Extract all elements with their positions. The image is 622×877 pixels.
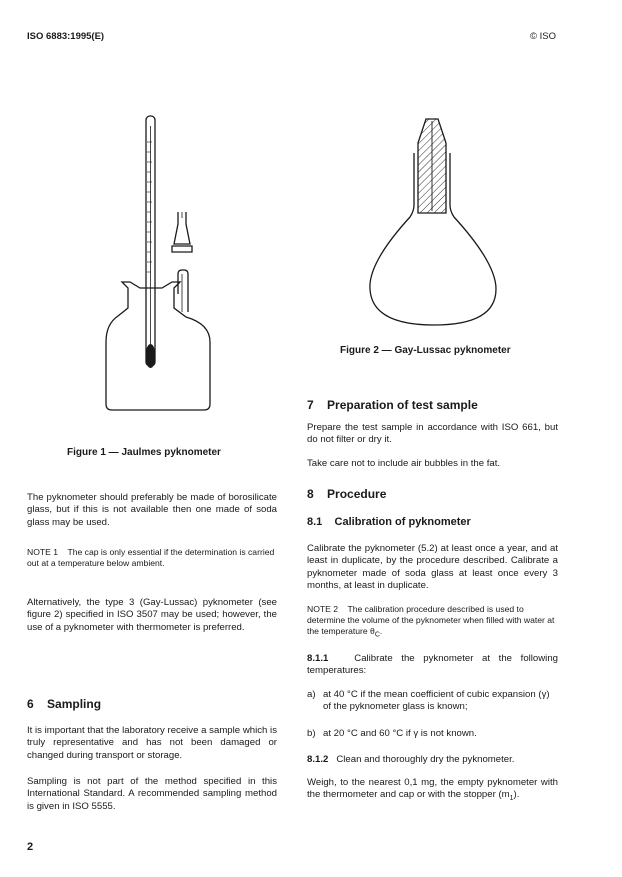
clause-8-1-1-number: 8.1.1 <box>307 653 329 664</box>
note-2 <box>307 604 558 641</box>
section-8-number: 8 <box>307 487 314 501</box>
left-paragraph-sampling-method: Sampling is not part of the method specified in this International Standard. A recommended sampling method is given in ISO 5555. <box>27 776 277 812</box>
subsection-8-1-heading <box>307 516 471 528</box>
list-item-b <box>307 728 558 740</box>
note-1-text: The cap is only essential if the determination is carried out at a temperature below ambient. <box>27 547 275 568</box>
section-8-title: Procedure <box>327 487 387 501</box>
section-6-heading <box>27 697 101 711</box>
note-2-text: The calibration procedure described is used to determine the volume of the pyknometer when filled with water at the temperature θ <box>307 604 555 636</box>
list-item-a-text: at 40 °C if the mean coefficient of cubic expansion (γ) of the pyknometer glass is known; <box>323 689 550 713</box>
left-paragraph-sample: It is important that the laboratory receive a sample which is truly representative and has not been damaged or changed during transport or storage. <box>27 725 277 761</box>
right-paragraph-weigh <box>307 777 558 806</box>
section-7-title: Preparation of test sample <box>327 398 478 412</box>
subsection-8-1-title: Calibration of pyknometer <box>334 516 471 528</box>
section-6-title: Sampling <box>47 697 102 711</box>
clause-8-1-2-text: Clean and thoroughly dry the pyknometer. <box>336 754 515 765</box>
weigh-text: Weigh, to the nearest 0,1 mg, the empty pyknometer with the thermometer and cap or with the stopper (m <box>307 777 558 801</box>
section-7-number: 7 <box>307 398 314 412</box>
page-number: 2 <box>27 841 34 853</box>
clause-8-1-1 <box>307 653 558 678</box>
clause-8-1-1-text: Calibrate the pyknometer at the following temperatures: <box>307 653 558 677</box>
list-item-b-text: at 20 °C and 60 °C if γ is not known. <box>323 728 477 739</box>
figure-2-gay-lussac-pyknometer-drawing <box>364 113 534 333</box>
note-2-subscript: C <box>374 631 380 639</box>
figure-2-caption: Figure 2 — Gay-Lussac pyknometer <box>340 345 511 356</box>
subsection-8-1-number: 8.1 <box>307 516 323 528</box>
figure-1-caption: Figure 1 — Jaulmes pyknometer <box>67 447 221 458</box>
section-8-heading <box>307 487 386 501</box>
list-item-a-label: a) <box>307 689 316 700</box>
weigh-subscript: 1 <box>509 795 514 803</box>
clause-8-1-2-number: 8.1.2 <box>307 754 329 765</box>
right-paragraph-bubbles: Take care not to include air bubbles in the fat. <box>307 458 501 469</box>
right-paragraph-prepare: Prepare the test sample in accordance with ISO 661, but do not filter or dry it. <box>307 422 558 446</box>
note-1 <box>27 547 277 569</box>
section-6-number: 6 <box>27 697 34 711</box>
note-2-label: NOTE 2 <box>307 604 339 614</box>
left-paragraph-alternative: Alternatively, the type 3 (Gay-Lussac) pyknometer (see figure 2) specified in ISO 3507 may be used; however, the use of a pyknometer with thermometer is preferred. <box>27 597 277 633</box>
right-paragraph-calibrate: Calibrate the pyknometer (5.2) at least once a year, and at least in duplicate, by the procedure described. Calibrate a pyknometer made of soda glass at least once every 3 months, at least in duplicate. <box>307 543 558 592</box>
list-item-a <box>307 689 558 714</box>
list-item-b-label: b) <box>307 728 316 739</box>
weigh-end: ). <box>513 789 520 801</box>
note-1-label: NOTE 1 <box>27 547 59 557</box>
header-copyright: © ISO <box>530 31 557 42</box>
left-paragraph-glass: The pyknometer should preferably be made of borosilicate glass, but if this is not available then one made of soda glass may be used. <box>27 492 277 528</box>
section-7-heading <box>307 398 478 412</box>
header-standard-id: ISO 6883:1995(E) <box>27 31 105 42</box>
clause-8-1-2 <box>307 754 558 766</box>
figure-1-jaulmes-pyknometer-drawing <box>100 112 240 412</box>
note-2-end: . <box>379 626 383 636</box>
